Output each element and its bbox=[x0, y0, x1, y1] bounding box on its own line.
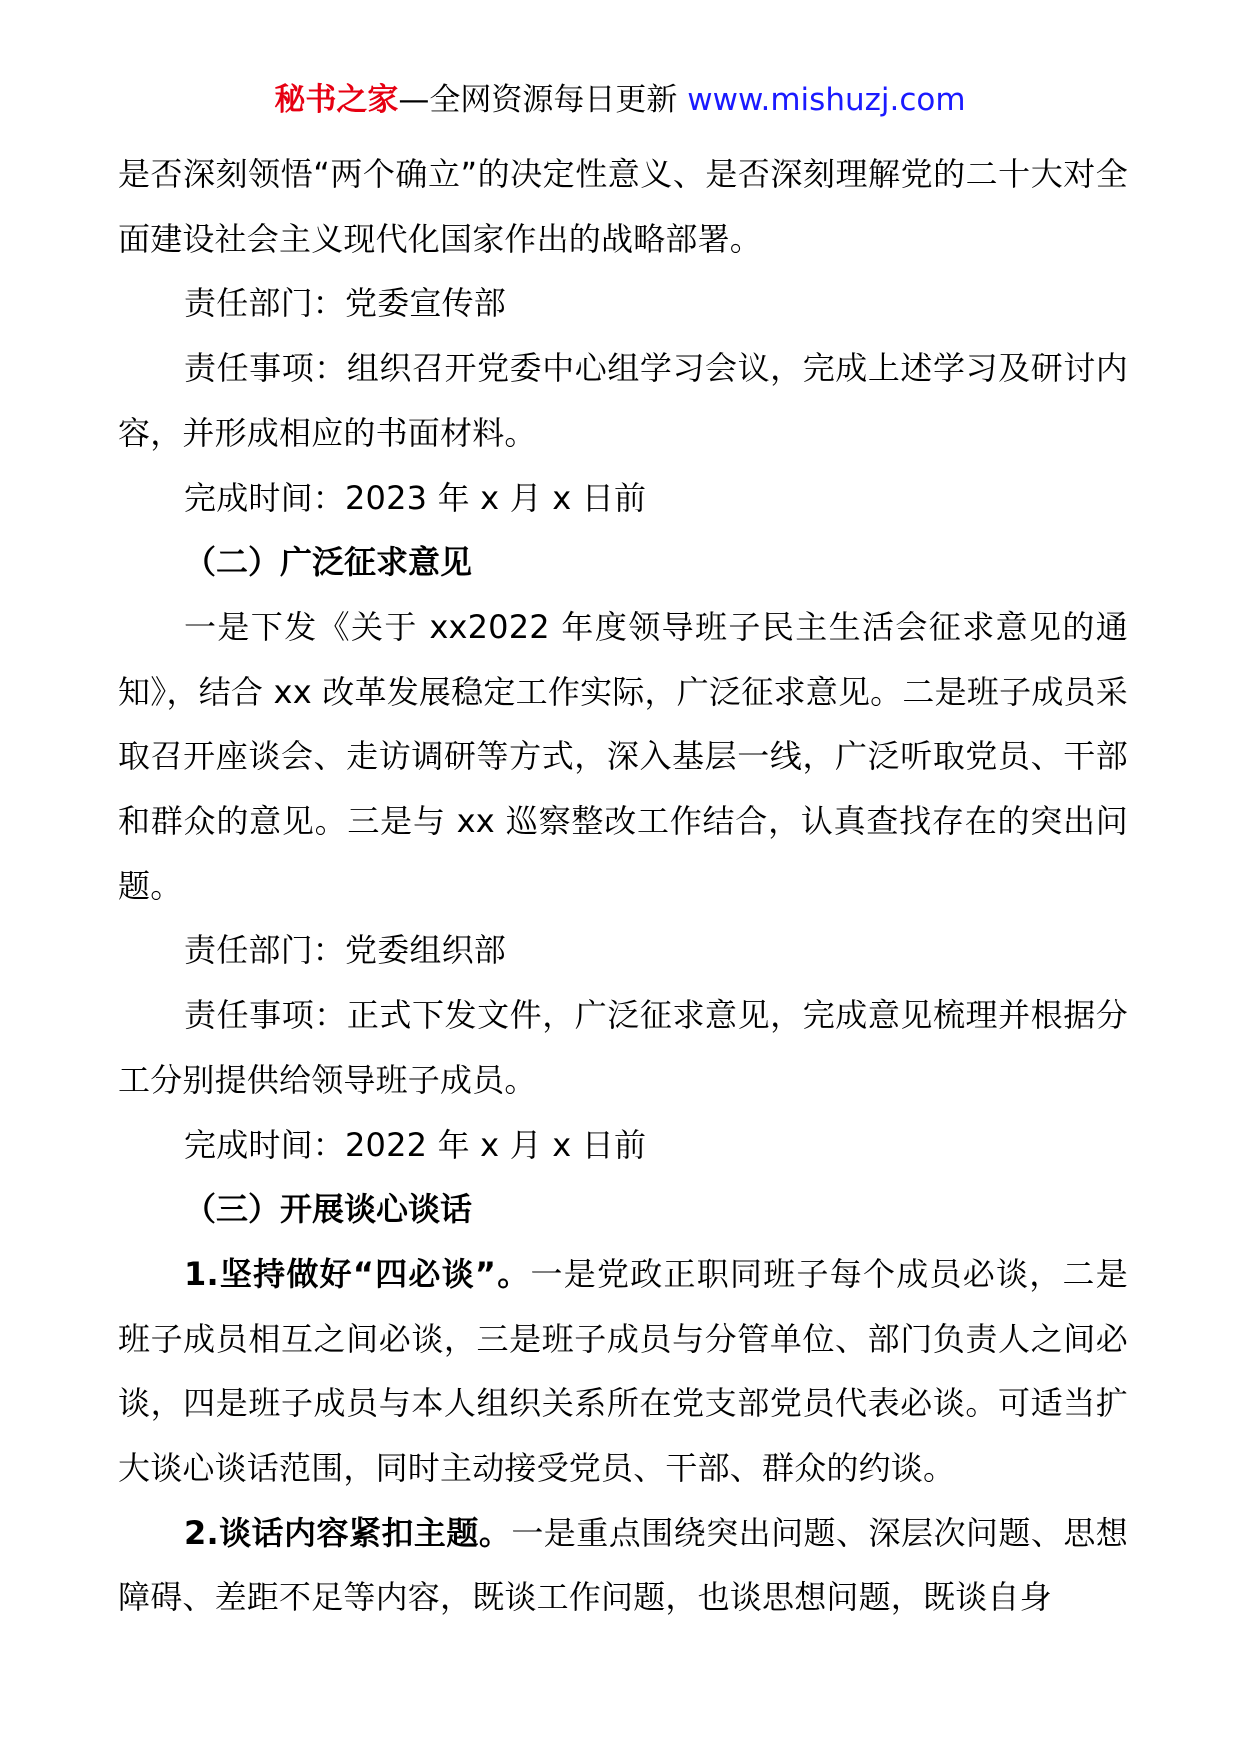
paragraph-responsible-dept-2: 责任部门：党委组织部 bbox=[184, 931, 507, 970]
paragraph-solicit-opinions: 一是下发《关于 xx2022 年度领导班子民主生活会征求意见的通知》，结合 xx 改革发展稳定工作实际，广泛征求意见。二是班子成员采取召开座谈会、走访调研等方式，深入基层一线，广泛听取党员、干部和群众的意见。三是与 xx 巡察整改工作结合，认真查找存在的突出问题。 bbox=[118, 607, 1128, 905]
section-heading-2: （二）广泛征求意见 bbox=[184, 543, 473, 582]
paragraph-responsible-items-2: 责任事项：正式下发文件，广泛征求意见，完成意见梳理并根据分工分别提供给领导班子成员。 bbox=[118, 996, 1128, 1099]
document-body bbox=[118, 142, 1128, 1630]
paragraph-study-content: 是否深刻领悟“两个确立”的决定性意义、是否深刻理解党的二十大对全面建设社会主义现代化国家作出的战略部署。 bbox=[118, 155, 1128, 258]
paragraph-deadline-2: 完成时间：2022 年 x 月 x 日前 bbox=[184, 1125, 647, 1164]
paragraph-talk-topics bbox=[118, 1501, 1128, 1630]
paragraph-four-talks-lead: 1.坚持做好“四必谈”。 bbox=[184, 1254, 531, 1293]
header-url-link[interactable]: www.mishuzj.com bbox=[687, 82, 966, 118]
paragraph-responsible-dept-1: 责任部门：党委宣传部 bbox=[184, 284, 507, 323]
paragraph-four-talks bbox=[118, 1242, 1128, 1501]
site-header bbox=[0, 80, 1240, 120]
section-heading-3: （三）开展谈心谈话 bbox=[184, 1190, 473, 1229]
paragraph-four-talks-body: 一是党政正职同班子每个成员必谈，二是班子成员相互之间必谈，三是班子成员与分管单位、部门负责人之间必谈，四是班子成员与本人组织关系所在党支部党员代表必谈。可适当扩大谈心谈话范围，同时主动接受党员、干部、群众的约谈。 bbox=[118, 1254, 1128, 1488]
paragraph-deadline-1: 完成时间：2023 年 x 月 x 日前 bbox=[184, 478, 647, 517]
header-tagline: —全网资源每日更新 bbox=[398, 82, 688, 118]
paragraph-talk-topics-lead: 2.谈话内容紧扣主题。 bbox=[184, 1513, 512, 1552]
paragraph-talk-topics-body: 一是重点围绕突出问题、深层次问题、思想障碍、差距不足等内容，既谈工作问题，也谈思想问题，既谈自身 bbox=[118, 1513, 1128, 1617]
header-brand: 秘书之家 bbox=[274, 82, 399, 118]
paragraph-responsible-items-1: 责任事项：组织召开党委中心组学习会议，完成上述学习及研讨内容，并形成相应的书面材料。 bbox=[118, 349, 1128, 452]
